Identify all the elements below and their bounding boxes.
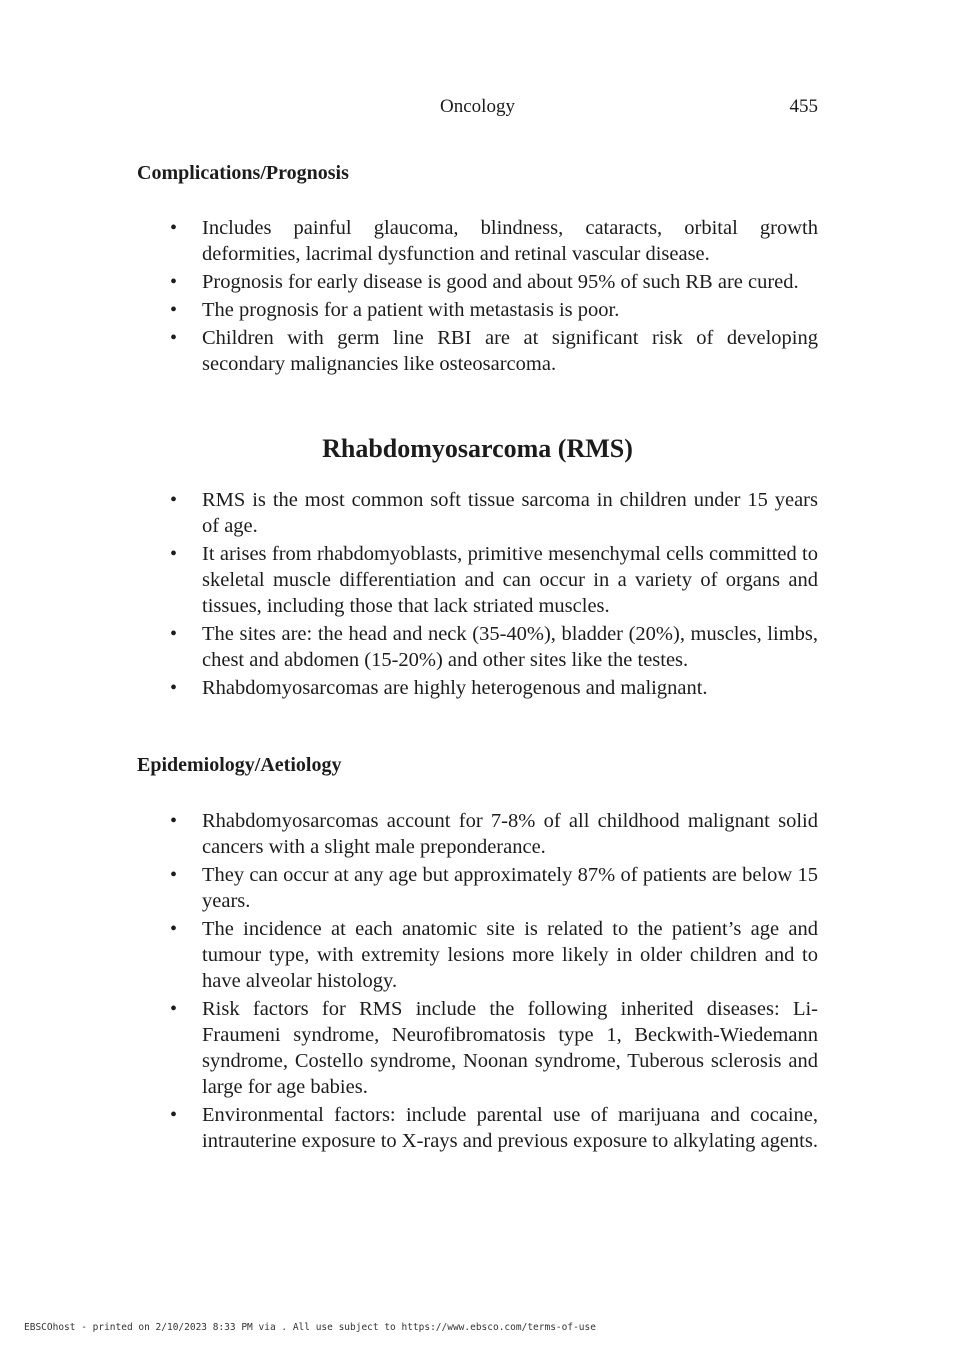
- epidemiology-list: [202, 808, 818, 1156]
- list-item: • The incidence at each anatomic site is related to the patient’s age and tumour type, with extremity lesions more likely in older children and to have alveolar histology.: [202, 916, 818, 994]
- rms-list: [202, 487, 818, 703]
- list-item: • Prognosis for early disease is good and about 95% of such RB are cured.: [202, 269, 818, 295]
- list-item: • Includes painful glaucoma, blindness, cataracts, orbital growth deformities, lacrimal dysfunction and retinal vascular disease.: [202, 215, 818, 267]
- complications-list: [202, 215, 818, 379]
- list-item: • It arises from rhabdomyoblasts, primitive mesenchymal cells committed to skeletal muscle differentiation and can occur in a variety of organs and tissues, including those that lack striated muscles.: [202, 541, 818, 619]
- list-item: • Children with germ line RBI are at significant risk of developing secondary malignancies like osteosarcoma.: [202, 325, 818, 377]
- running-header: [137, 96, 818, 122]
- section-title-rms: Rhabdomyosarcoma (RMS): [322, 434, 633, 463]
- list-item: • The sites are: the head and neck (35-40%), bladder (20%), muscles, limbs, chest and abdomen (15-20%) and other sites like the testes.: [202, 621, 818, 673]
- list-item: • The prognosis for a patient with metastasis is poor.: [202, 297, 818, 323]
- list-item: • RMS is the most common soft tissue sarcoma in children under 15 years of age.: [202, 487, 818, 539]
- list-item: • Rhabdomyosarcomas account for 7-8% of all childhood malignant solid cancers with a slight male preponderance.: [202, 808, 818, 860]
- list-item: • Rhabdomyosarcomas are highly heterogenous and malignant.: [202, 675, 818, 701]
- page-number: 455: [789, 96, 818, 117]
- section-heading-epidemiology: Epidemiology/Aetiology: [137, 754, 342, 776]
- list-item: • Environmental factors: include parental use of marijuana and cocaine, intrauterine exposure to X-rays and previous exposure to alkylating agents.: [202, 1102, 818, 1154]
- section-heading-complications: Complications/Prognosis: [137, 162, 349, 184]
- list-item: • Risk factors for RMS include the following inherited diseases: Li-Fraumeni syndrome, Neurofibromatosis type 1, Beckwith-Wiedemann syndrome, Costello syndrome, Noonan syndrome, Tuberous sclerosis and large for age babies.: [202, 996, 818, 1100]
- list-item: • They can occur at any age but approximately 87% of patients are below 15 years.: [202, 862, 818, 914]
- running-title: Oncology: [440, 96, 515, 117]
- print-footer: EBSCOhost - printed on 2/10/2023 8:33 PM via . All use subject to https://www.ebsco.com/terms-of-use: [24, 1322, 596, 1333]
